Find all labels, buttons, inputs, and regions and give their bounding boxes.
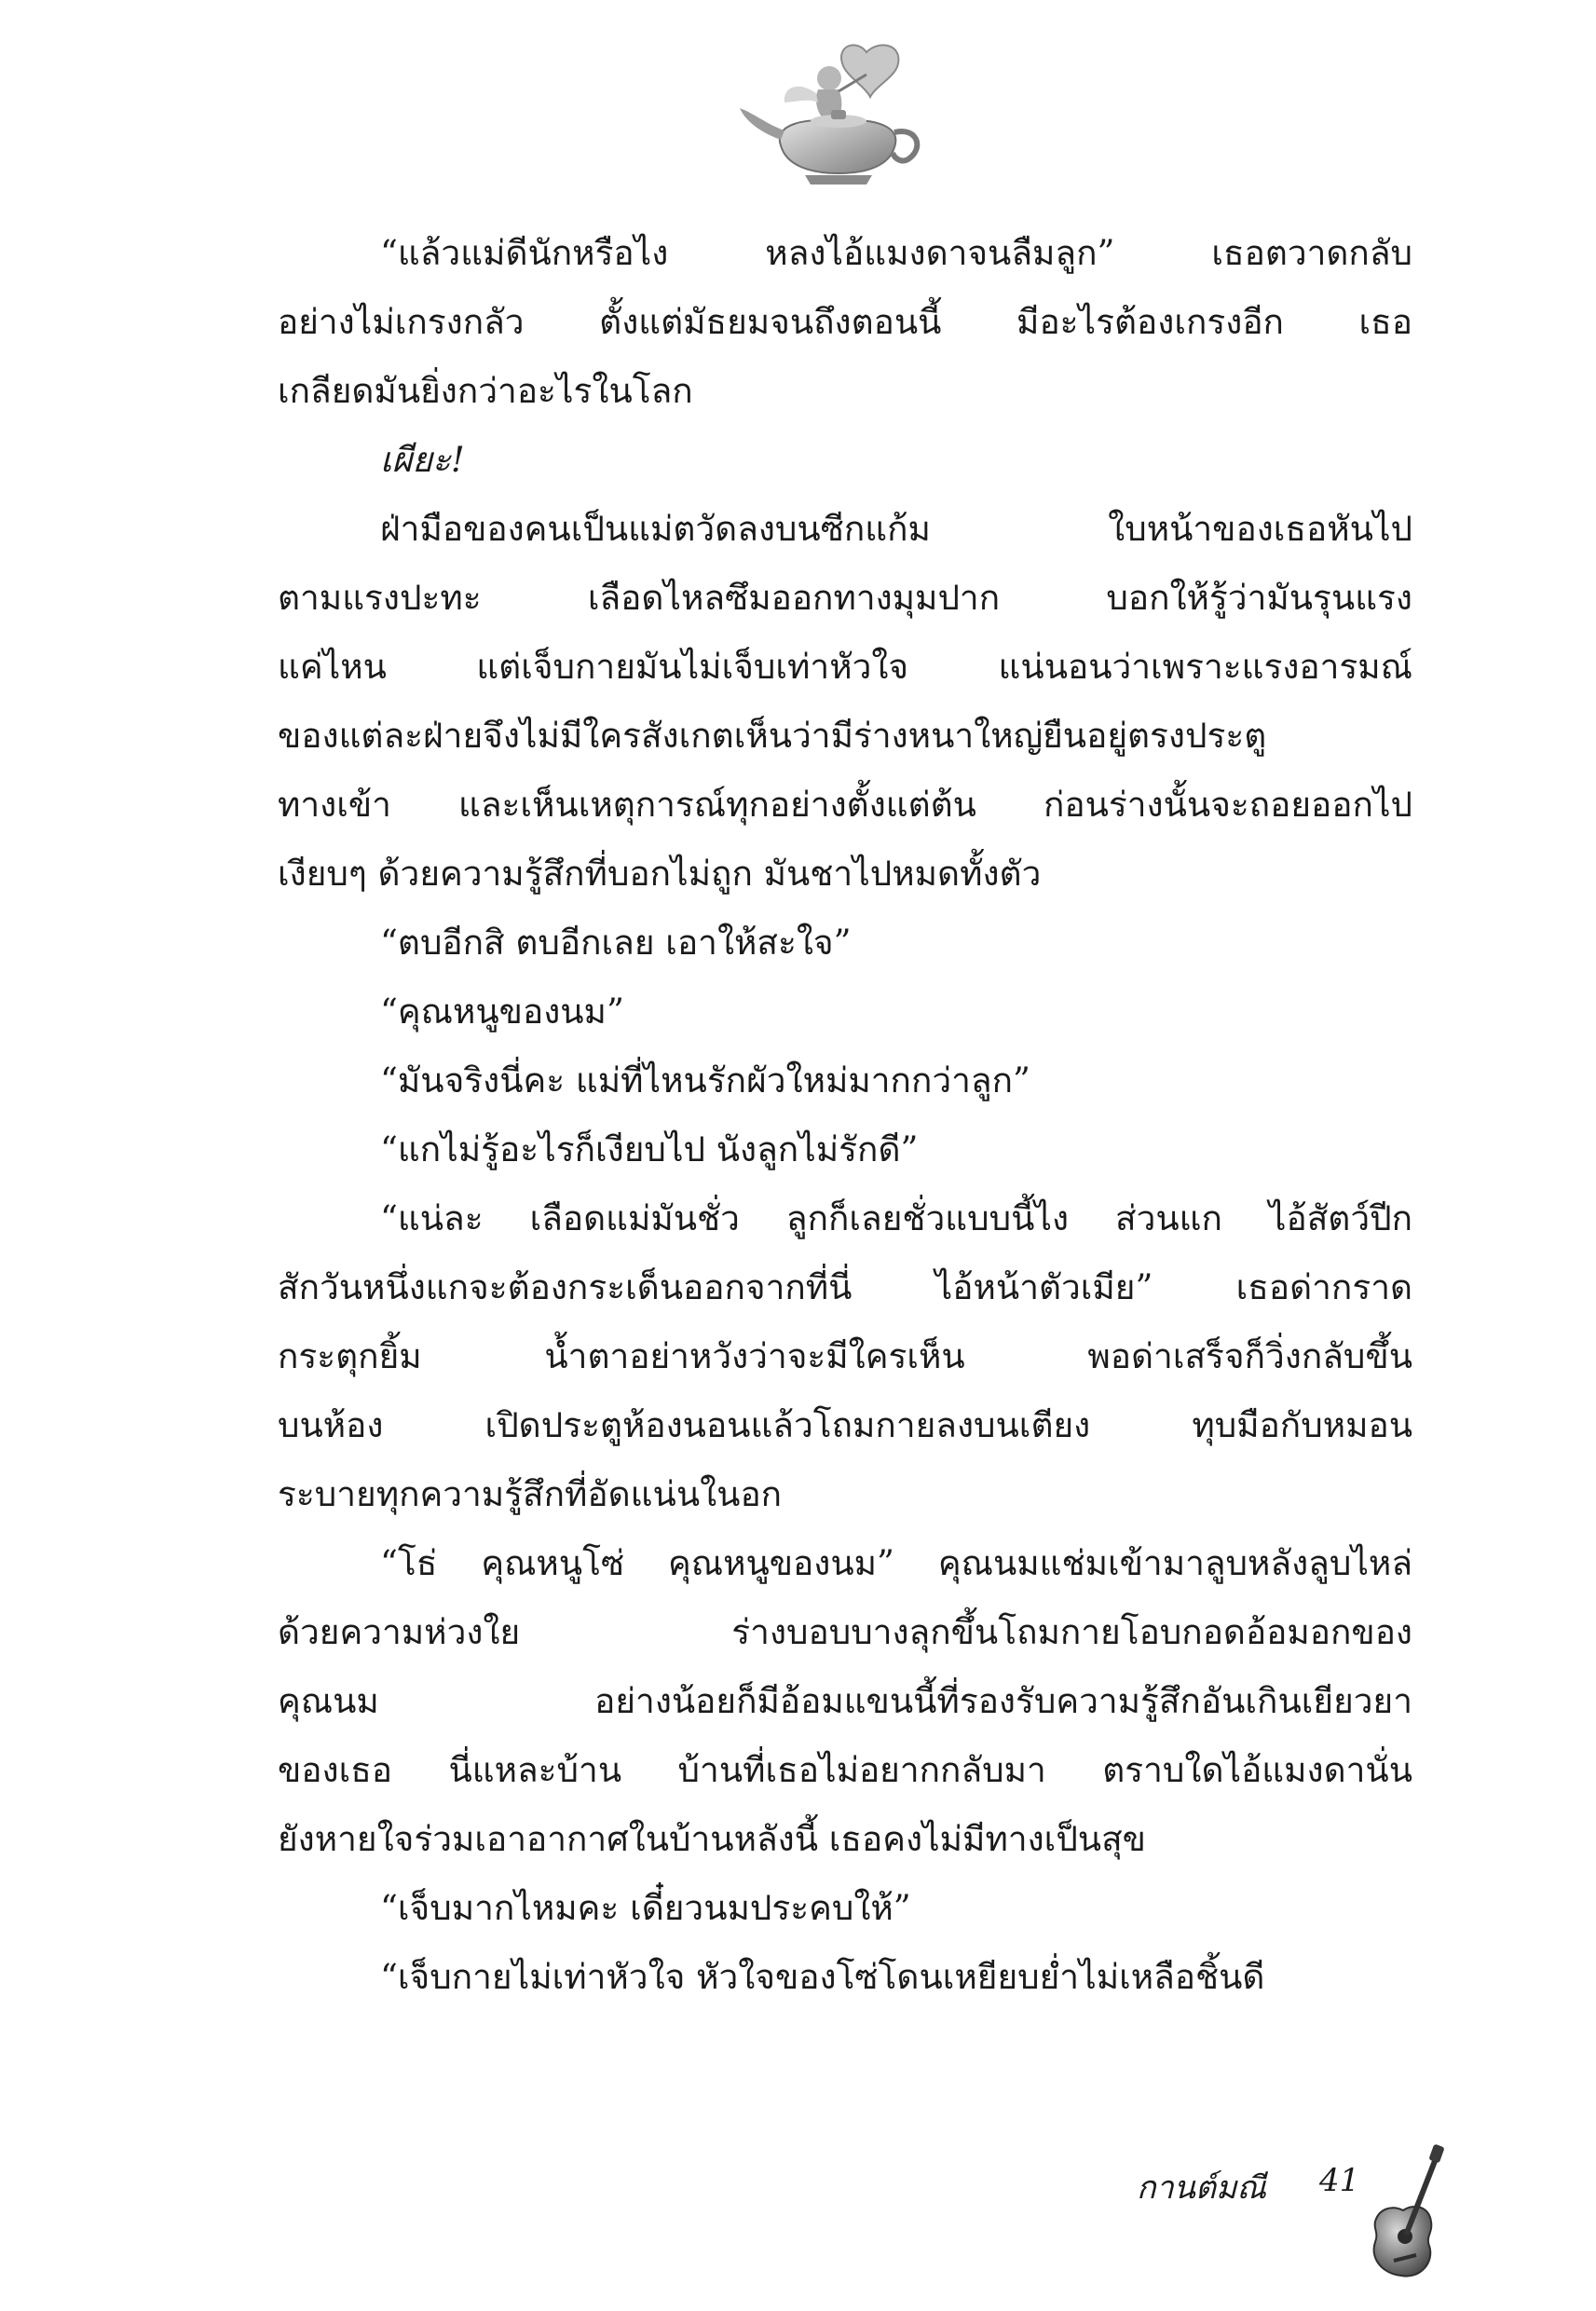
book-title: กานต์มณี bbox=[1137, 2169, 1266, 2207]
text-line: ของเธอ นี่แหละบ้าน บ้านที่เธอไม่อยากกลับมา ตราบใดไอ้แมงดานั่น bbox=[278, 1750, 1412, 1790]
text-line: “แน่ละ เลือดแม่มันชั่ว ลูกก็เลยชั่วแบบนี้ไง ส่วนแก ไอ้สัตว์ปีก bbox=[380, 1198, 1412, 1238]
text-line: ทางเข้า และเห็นเหตุการณ์ทุกอย่างตั้งแต่ต้น ก่อนร่างนั้นจะถอยออกไป bbox=[278, 785, 1412, 825]
text-line: “คุณหนูของนม” bbox=[380, 991, 624, 1032]
text-line: “มันจริงนี่คะ แม่ที่ไหนรักผัวใหม่มากกว่าลูก” bbox=[380, 1060, 1030, 1101]
text-line: “แกไม่รู้อะไรก็เงียบไป นังลูกไม่รักดี” bbox=[380, 1129, 919, 1169]
cupid-teapot-ornament-icon bbox=[727, 35, 950, 194]
text-line: “เจ็บกายไม่เท่าหัวใจ หัวใจของโซ่โดนเหยียบย่ำไม่เหลือชิ้นดี bbox=[380, 1957, 1265, 1997]
text-line: สักวันหนึ่งแกจะต้องกระเด็นออกจากที่นี่ ไอ้หน้าตัวเมีย” เธอด่ากราด bbox=[278, 1267, 1412, 1307]
page-number: 41 bbox=[1319, 2162, 1360, 2199]
text-line: เงียบๆ ด้วยความรู้สึกที่บอกไม่ถูก มันชาไปหมดทั้งตัว bbox=[278, 854, 1042, 894]
text-line: ตามแรงปะทะ เลือดไหลซึมออกทางมุมปาก บอกให้รู้ว่ามันรุนแรง bbox=[278, 578, 1412, 618]
text-line: “ตบอีกสิ ตบอีกเลย เอาให้สะใจ” bbox=[380, 923, 852, 963]
text-line: ยังหายใจร่วมเอาอากาศในบ้านหลังนี้ เธอคงไม่มีทางเป็นสุข bbox=[278, 1819, 1146, 1859]
text-line: “แล้วแม่ดีนักหรือไง หลงไอ้แมงดาจนลืมลูก” เธอตวาดกลับ bbox=[380, 233, 1412, 273]
text-line: แค่ไหน แต่เจ็บกายมันไม่เจ็บเท่าหัวใจ แน่นอนว่าเพราะแรงอารมณ์ bbox=[278, 647, 1412, 687]
text-line: บนห้อง เปิดประตูห้องนอนแล้วโถมกายลงบนเตียง ทุบมือกับหมอน bbox=[278, 1405, 1412, 1445]
guitar-icon bbox=[1349, 2143, 1452, 2283]
text-line: เกลียดมันยิ่งกว่าอะไรในโลก bbox=[278, 371, 693, 411]
text-line: กระตุกยิ้ม น้ำตาอย่าหวังว่าจะมีใครเห็น พอด่าเสร็จก็วิ่งกลับขึ้น bbox=[278, 1336, 1412, 1376]
text-line: คุณนม อย่างน้อยก็มีอ้อมแขนนี้ที่รองรับความรู้สึกอันเกินเยียวยา bbox=[278, 1681, 1412, 1721]
text-line: เผียะ! bbox=[380, 440, 465, 480]
text-line: ฝ่ามือของคนเป็นแม่ตวัดลงบนซีกแก้ม ใบหน้าของเธอหันไป bbox=[380, 509, 1412, 549]
text-line: “โธ่ คุณหนูโซ่ คุณหนูของนม” คุณนมแช่มเข้ามาลูบหลังลูบไหล่ bbox=[380, 1543, 1412, 1583]
body-text bbox=[278, 219, 1412, 2012]
page-footer bbox=[1099, 2143, 1472, 2292]
text-line: ของแต่ละฝ่ายจึงไม่มีใครสังเกตเห็นว่ามีร่างหนาใหญ่ยืนอยู่ตรงประตู bbox=[278, 716, 1267, 756]
text-line: อย่างไม่เกรงกลัว ตั้งแต่มัธยมจนถึงตอนนี้ มีอะไรต้องเกรงอีก เธอ bbox=[278, 302, 1412, 342]
text-line: ด้วยความห่วงใย ร่างบอบบางลุกขึ้นโถมกายโอบกอดอ้อมอกของ bbox=[278, 1612, 1412, 1652]
text-line: “เจ็บมากไหมคะ เดี๋ยวนมประคบให้” bbox=[380, 1888, 911, 1928]
text-line: ระบายทุกความรู้สึกที่อัดแน่นในอก bbox=[278, 1474, 783, 1514]
